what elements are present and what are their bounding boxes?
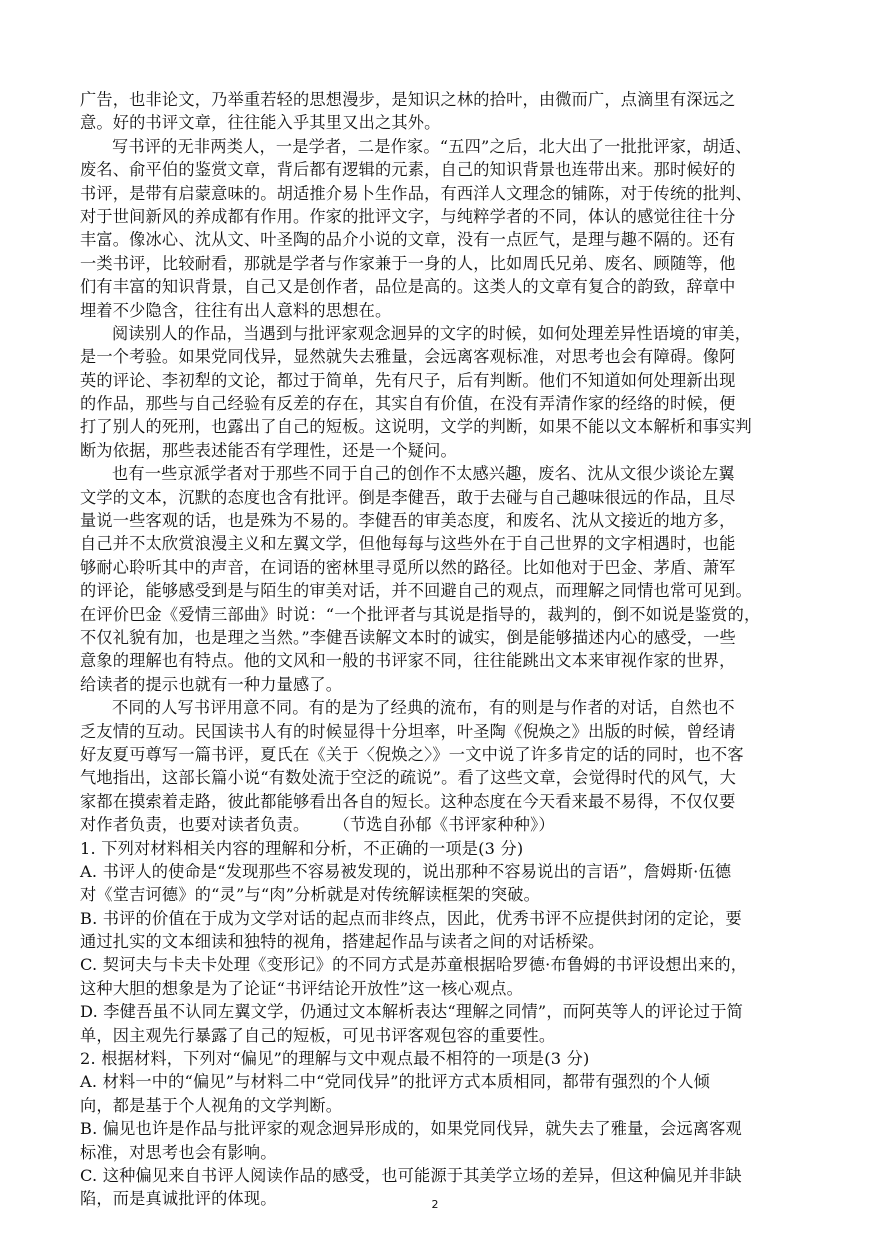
document-page (80, 88, 768, 1211)
question-2-option-a: A. 材料一中的“偏见”与材料二中“党同伐异”的批评方式本质相同，都带有强烈的个人倾 (80, 1072, 711, 1092)
text-line: 好友夏丏尊写一篇书评，夏氏在《关于〈倪焕之〉》一文中说了许多肯定的话的同时，也不客 (80, 744, 744, 764)
question-1-option-c: C. 契诃夫与卡夫卡处理《变形记》的不同方式是苏童根据哈罗德·布鲁姆的书评设想出来的， (80, 955, 748, 975)
text-line: 给读者的提示也就有一种力量感了。 (80, 674, 343, 694)
text-line: 乏友情的互动。民国读书人有的时候显得十分坦率，叶圣陶《倪焕之》出版的时候，曾经请 (80, 721, 736, 741)
source-note: （节选自孙郁《书评家种种》） (333, 815, 555, 835)
text-line: 也有一些京派学者对于那些不同于自己的创作不太感兴趣，废名、沈从文很少谈论左翼 (112, 464, 735, 484)
text-line: 意。好的书评文章，往往能入乎其里又出之其外。 (80, 113, 441, 133)
text-line: 量说一些客观的话，也是殊为不易的。李健吾的审美态度，和废名、沈从文接近的地方多， (80, 511, 736, 531)
text-line: 丰富。像冰心、沈从文、叶圣陶的品介小说的文章，没有一点匠气，是理与趣不隔的。还有 (80, 230, 736, 250)
text-line: 英的评论、李初犁的文论，都过于简单，先有尺子，后有判断。他们不知道如何处理新出现 (80, 370, 736, 390)
text-line: 在评价巴金《爱情三部曲》时说：“一个批评者与其说是指导的，裁判的，倒不如说是鉴赏的， (80, 604, 761, 624)
text-line: 打了别人的死刑，也露出了自己的短板。这说明，文学的判断，如果不能以文本解析和事实判 (80, 417, 752, 437)
text-line: 写书评的无非两类人，一是学者，二是作家。“五四”之后，北大出了一批批评家，胡适、 (112, 136, 752, 156)
text-line: 不同的人写书评用意不同。有的是为了经典的流布，有的则是与作者的对话，自然也不 (112, 698, 735, 718)
text-line: 废名、俞平伯的鉴赏文章，背后都有逻辑的元素，自己的知识背景也连带出来。那时候好的 (80, 160, 736, 180)
text-line: 不仅礼貌有加，也是理之当然。”李健吾读解文本时的诚实，倒是能够描述内心的感受，一些 (80, 627, 736, 647)
question-1-option-d-cont: 单，因主观先行暴露了自己的短板，可见书评客观包容的重要性。 (80, 1025, 556, 1045)
question-2-option-b-cont: 标准，对思考也会有影响。 (80, 1142, 277, 1162)
question-2-option-b: B. 偏见也许是作品与批评家的观念迥异形成的，如果党同伐异，就失去了雅量，会远离客观 (80, 1119, 742, 1139)
text-line: 气地指出，这部长篇小说“有数处流于空泛的疏说”。看了这些文章，会觉得时代的风气，大 (80, 768, 737, 788)
text-line: 是一个考验。如果党同伐异，显然就失去雅量，会远离客观标准，对思考也会有障碍。像阿 (80, 347, 736, 367)
question-1-option-a-cont: 对《堂吉诃德》的“灵”与“肉”分析就是对传统解读框架的突破。 (80, 885, 540, 905)
question-1-option-b: B. 书评的价值在于成为文学对话的起点而非终点，因此，优秀书评不应提供封闭的定论，要 (80, 908, 742, 928)
text-line: 断为依据，那些表述能否有学理性，还是一个疑问。 (80, 440, 457, 460)
text-line: 对于世间新风的养成都有作用。作家的批评文字，与纯粹学者的不同，体认的感觉往往十分 (80, 206, 736, 226)
text-line: 自己并不太欣赏浪漫主义和左翼文学，但他每每与这些外在于自己世界的文字相遇时，也能 (80, 534, 736, 554)
text-line: 们有丰富的知识背景，自己又是创作者，品位是高的。这类人的文章有复合的韵致，辞章中 (80, 277, 736, 297)
page-number: 2 (431, 1198, 439, 1211)
question-1-option-d: D. 李健吾虽不认同左翼文学，仍通过文本解析表达“理解之同情”，而阿英等人的评论过于简 (80, 1002, 743, 1022)
text-line: 够耐心聆听其中的声音，在词语的密林里寻觅所以然的路径。比如他对于巴金、茅盾、萧军 (80, 557, 736, 577)
question-2-stem: 2. 根据材料，下列对“偏见”的理解与文中观点最不相符的一项是(3 分) (80, 1049, 590, 1069)
text-line: 一类书评，比较耐看，那就是学者与作家兼于一身的人，比如周氏兄弟、废名、顾随等，他 (80, 253, 736, 273)
text-line: 阅读别人的作品，当遇到与批评家观念迥异的文字的时候，如何处理差异性语境的审美， (112, 323, 752, 343)
text-line: 书评，是带有启蒙意味的。胡适推介易卜生作品，有西洋人文理念的铺陈，对于传统的批判、 (80, 183, 752, 203)
text-line: 文学的文本，沉默的态度也含有批评。倒是李健吾，敢于去碰与自己趣味很远的作品，且尽 (80, 487, 736, 507)
text-line-with-source (80, 813, 768, 836)
text-line: 意象的理解也有特点。他的文风和一般的书评家不同，往往能跳出文本来审视作家的世界， (80, 651, 736, 671)
text-line: 广告，也非论文，乃举重若轻的思想漫步，是知识之林的拾叶，由微而广，点滴里有深远之 (80, 90, 736, 109)
text-line: 埋着不少隐含，往往有出人意料的思想在。 (80, 300, 392, 320)
question-2-option-c: C. 这种偏见来自书评人阅读作品的感受，也可能源于其美学立场的差异，但这种偏见并非缺 (80, 1165, 742, 1185)
question-1-stem: 1. 下列对材料相关内容的理解和分析，不正确的一项是(3 分) (80, 838, 524, 858)
question-2-option-a-cont: 向，都是基于个人视角的文学判断。 (80, 1095, 343, 1115)
text-line: 家都在摸索着走路，彼此都能够看出各自的短长。这种态度在今天看来最不易得，不仅仅要 (80, 791, 736, 811)
question-2-option-c-cont: 陷，而是真诚批评的体现。 (80, 1189, 277, 1209)
text-line: 的评论，能够感受到是与陌生的审美对话，并不回避自己的观点，而理解之同情也常可见到。 (80, 581, 752, 601)
question-1-option-b-cont: 通过扎实的文本细读和独特的视角，搭建起作品与读者之间的对话桥梁。 (80, 932, 605, 952)
text-line: 的作品，那些与自己经验有反差的存在，其实自有价值，在没有弄清作家的经络的时候，便 (80, 394, 736, 414)
text-line: 对作者负责，也要对读者负责。 (80, 815, 310, 835)
question-1-option-a: A. 书评人的使命是“发现那些不容易被发现的，说出那种不容易说出的言语”，詹姆斯·伍德 (80, 861, 732, 881)
question-1-option-c-cont: 这种大胆的想象是为了论证“书评结论开放性”这一核心观点。 (80, 978, 524, 998)
